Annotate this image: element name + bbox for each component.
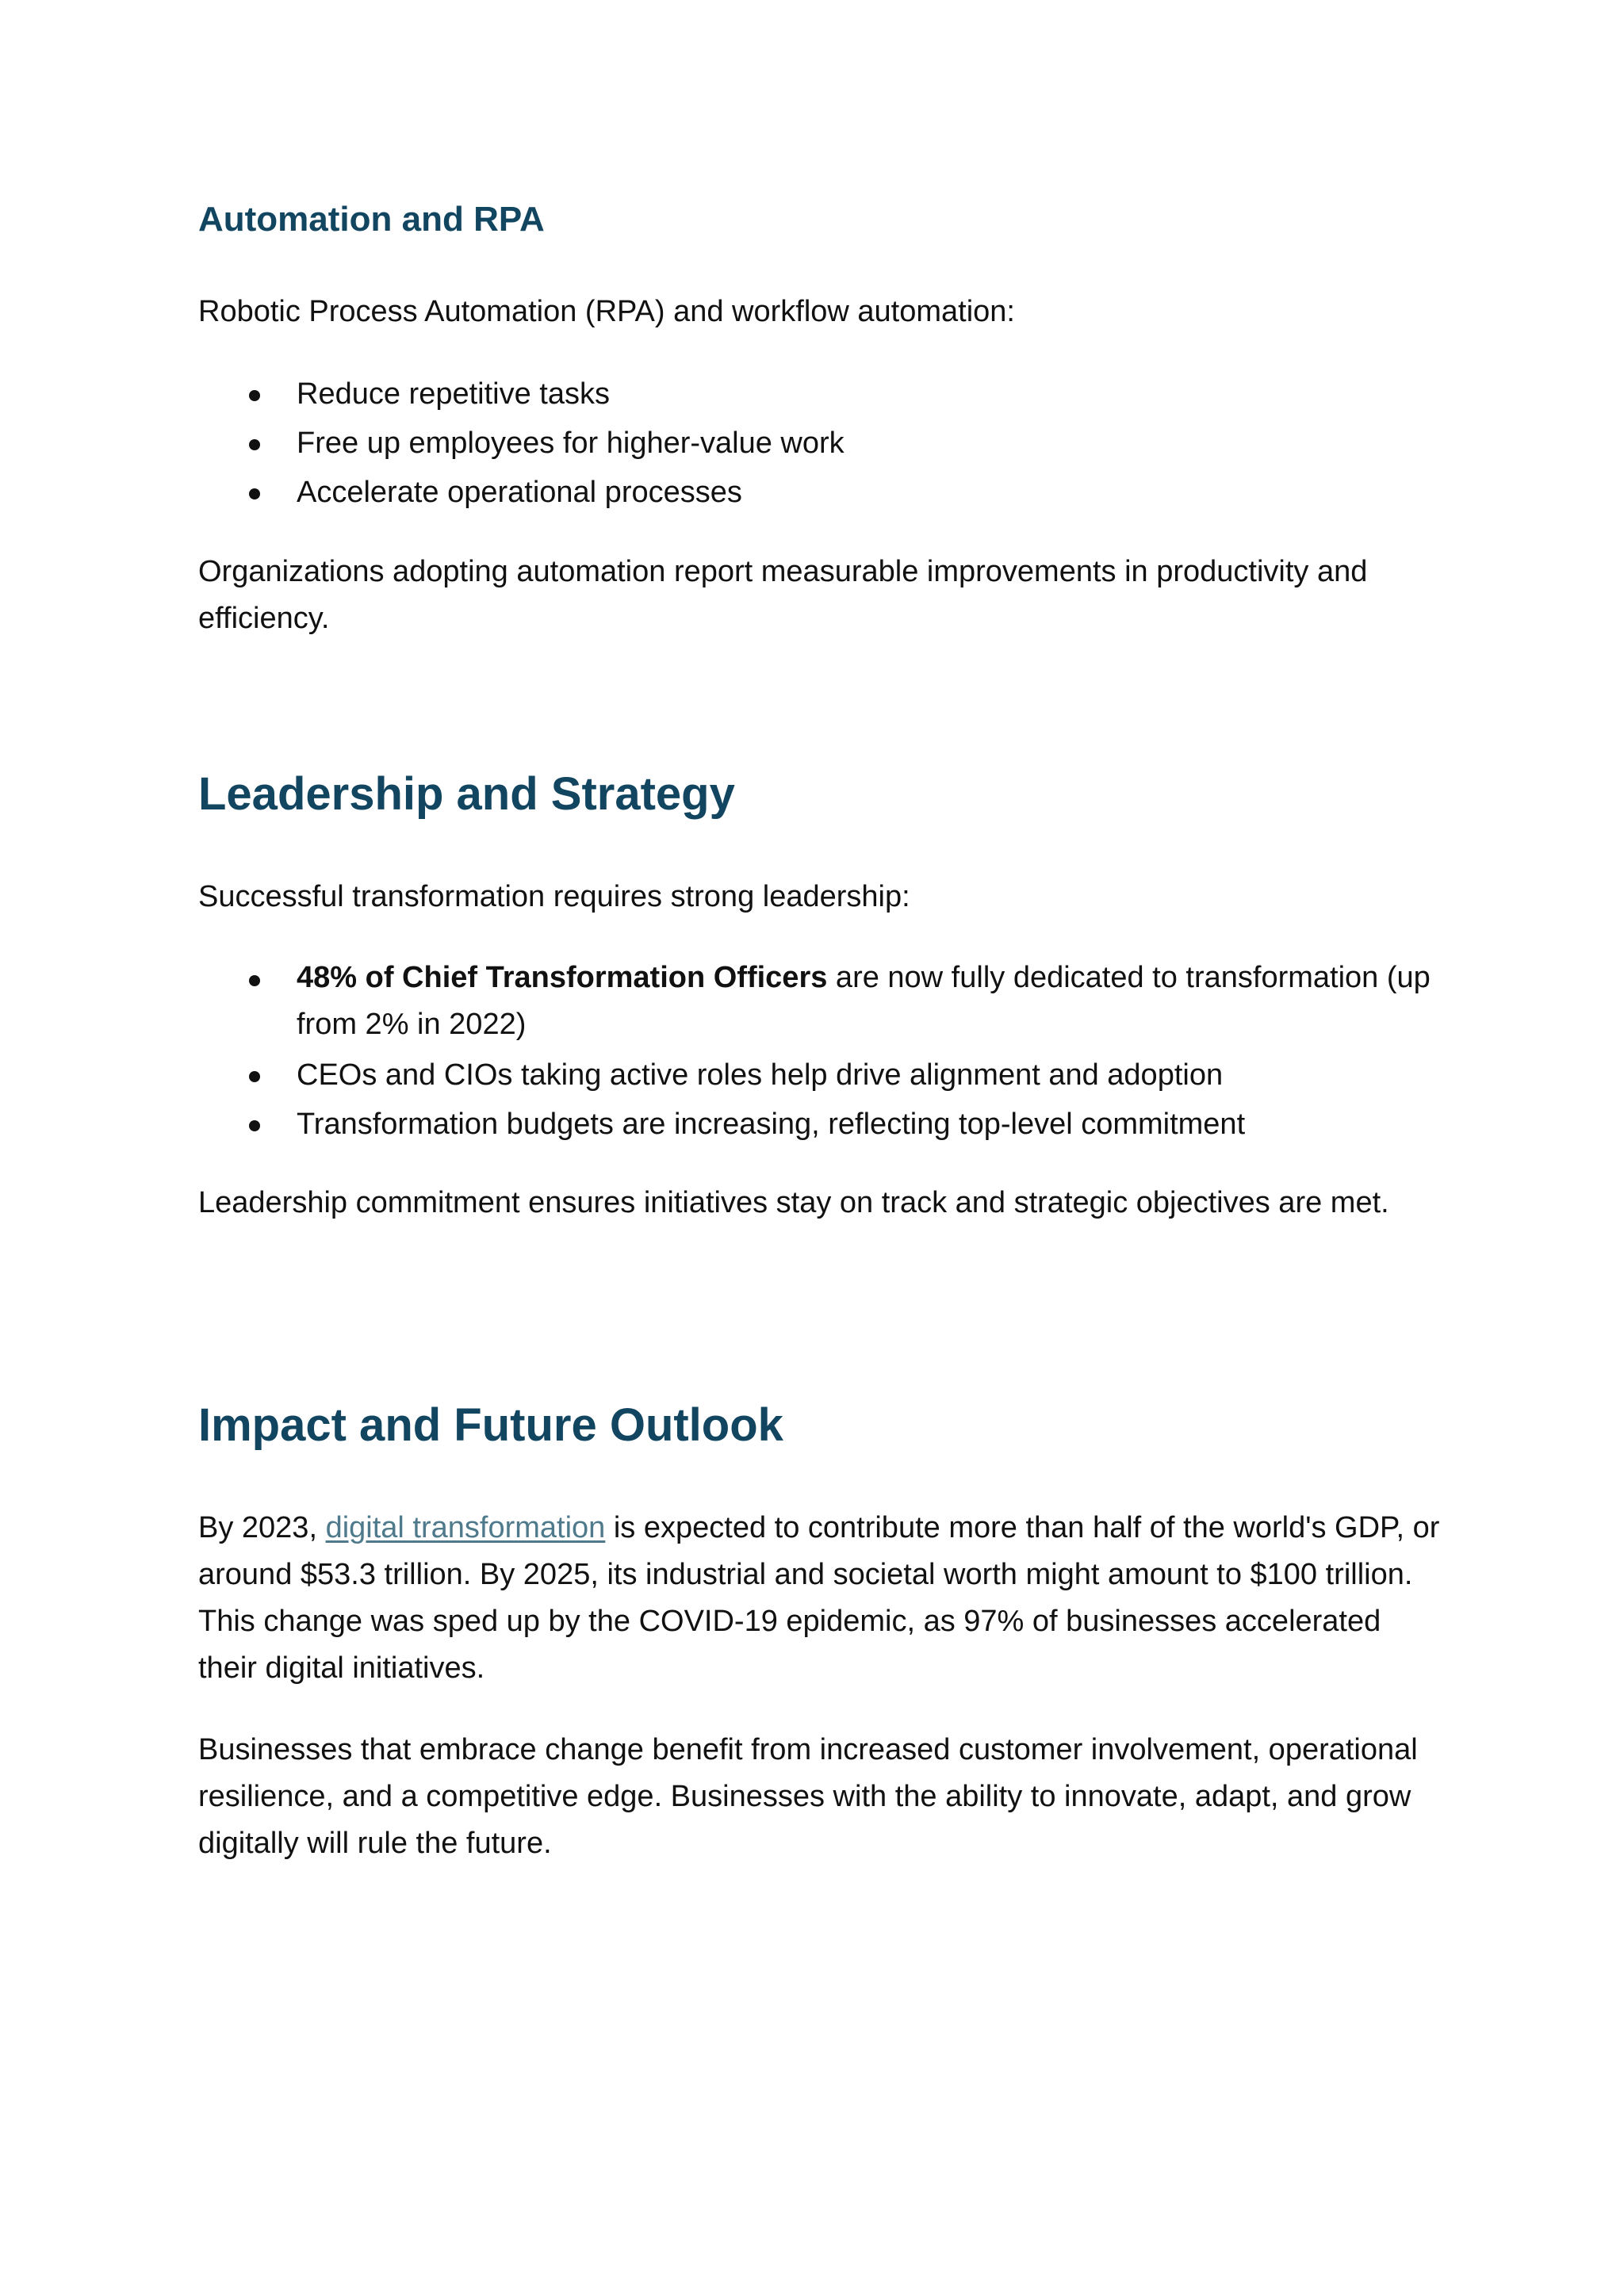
list-item: Reduce repetitive tasks [198,369,1443,419]
leadership-closing: Leadership commitment ensures initiatives stay on track and strategic objectives are met. [198,1186,1389,1219]
bullet-icon [249,488,260,499]
section-heading-automation: Automation and RPA [198,200,545,239]
bullet-icon [249,390,260,401]
list-item: Free up employees for higher-value work [198,419,1443,468]
leadership-intro: Successful transformation requires strong leadership: [198,880,910,913]
automation-closing: Organizations adopting automation report measurable improvements in productivity and efficiency. [198,555,1368,635]
automation-intro: Robotic Process Automation (RPA) and workflow automation: [198,295,1015,328]
leadership-bullet-list [198,955,1443,1149]
section-heading-leadership: Leadership and Strategy [198,768,735,820]
impact-paragraph-1: By 2023, digital transformation is expected to contribute more than half of the world's GDP, or around $53.3 trillion. By 2025, its industrial and societal worth might amount to $100 trillion. This change was sped up by the COVID-19 epidemic, as 97% of businesses accelerated their digital initiatives. [198,1511,1440,1685]
automation-bullet-list [198,369,1443,517]
bullet-icon [249,1120,260,1131]
highlight-stat: 48% of Chief Transformation Officers [297,961,828,994]
digital-transformation-link[interactable]: digital transformation [325,1511,606,1544]
list-item: 48% of Chief Transformation Officers are now fully dedicated to transformation (up from 2% in 2022) [198,955,1443,1048]
bullet-icon [249,439,260,450]
list-item: CEOs and CIOs taking active roles help drive alignment and adoption [198,1050,1443,1100]
section-heading-impact: Impact and Future Outlook [198,1399,783,1451]
list-item: Accelerate operational processes [198,468,1443,517]
bullet-icon [249,1071,260,1082]
impact-paragraph-2: Businesses that embrace change benefit from increased customer involvement, operational resilience, and a competitive edge. Businesses with the ability to innovate, adapt, and grow digitally will rule the future. [198,1733,1418,1860]
bullet-icon [249,975,260,986]
list-item: Transformation budgets are increasing, reflecting top-level commitment [198,1100,1443,1149]
